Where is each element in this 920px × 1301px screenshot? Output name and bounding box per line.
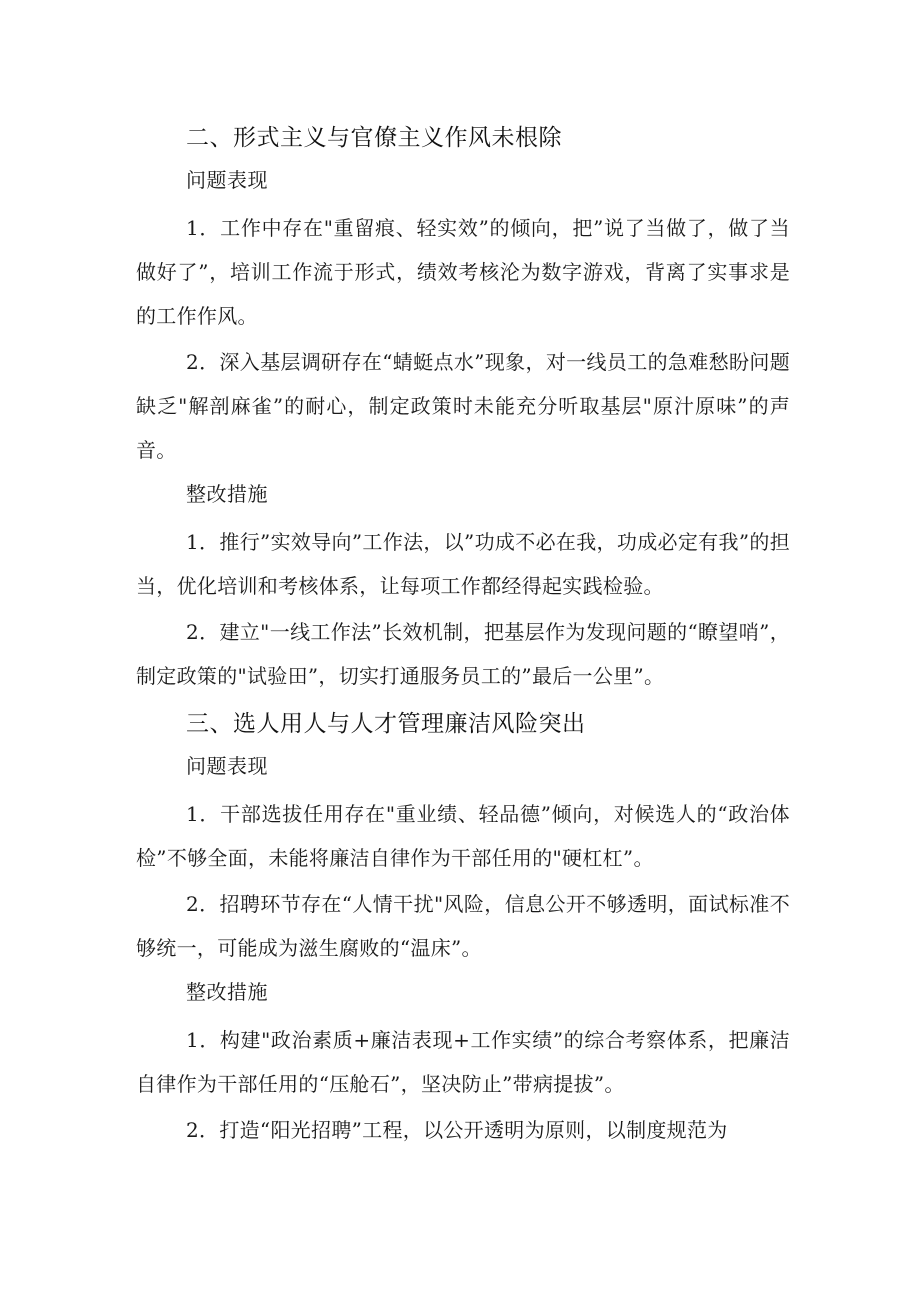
- problem-label: 问题表现: [186, 754, 268, 778]
- measure-paragraph: 2．建立"一线工作法”长效机制，把基层作为发现问题的“瞭望哨”，制定政策的"试验田”，切实打通服务员工的”最后一公里”。: [136, 620, 790, 688]
- problem-paragraph: 1．工作中存在"重留痕、轻实效”的倾向，把”说了当做了，做了当做好了”，培训工作流于形式，绩效考核沦为数字游戏，背离了实事求是的工作作风。: [136, 216, 790, 328]
- measure-paragraph: 1．推行”实效导向”工作法，以”功成不必在我，功成必定有我”的担当，优化培训和考核体系，让每项工作都经得起实践检验。: [136, 530, 790, 598]
- problem-label: 问题表现: [186, 168, 268, 192]
- document-page: [136, 112, 790, 1154]
- section-3: [136, 708, 790, 1152]
- measure-label: 整改措施: [186, 980, 268, 1004]
- problem-paragraph: 2．招聘环节存在“人情干扰"风险，信息公开不够透明，面试标准不够统一，可能成为滋生腐败的“温床”。: [136, 892, 790, 960]
- section-title: 二、形式主义与官僚主义作风未根除: [186, 125, 562, 151]
- section-2: [136, 122, 790, 698]
- measure-label: 整改措施: [186, 482, 268, 506]
- section-title: 三、选人用人与人才管理廉洁风险突出: [186, 711, 586, 737]
- measure-paragraph: 1．构建"政治素质+廉洁表现+工作实绩”的综合考察体系，把廉洁自律作为干部任用的“压舱石”，坚决防止”带病提拔”。: [136, 1028, 790, 1096]
- problem-paragraph: 2．深入基层调研存在“蜻蜓点水”现象，对一线员工的急难愁盼问题缺乏"解剖麻雀”的耐心，制定政策时未能充分听取基层"原汁原味”的声音。: [136, 350, 790, 462]
- problem-paragraph: 1．干部选拔任用存在"重业绩、轻品德”倾向，对候选人的“政治体检”不够全面，未能将廉洁自律作为干部任用的"硬杠杠”。: [136, 802, 790, 870]
- measure-paragraph: 2．打造“阳光招聘”工程，以公开透明为原则，以制度规范为: [186, 1118, 728, 1142]
